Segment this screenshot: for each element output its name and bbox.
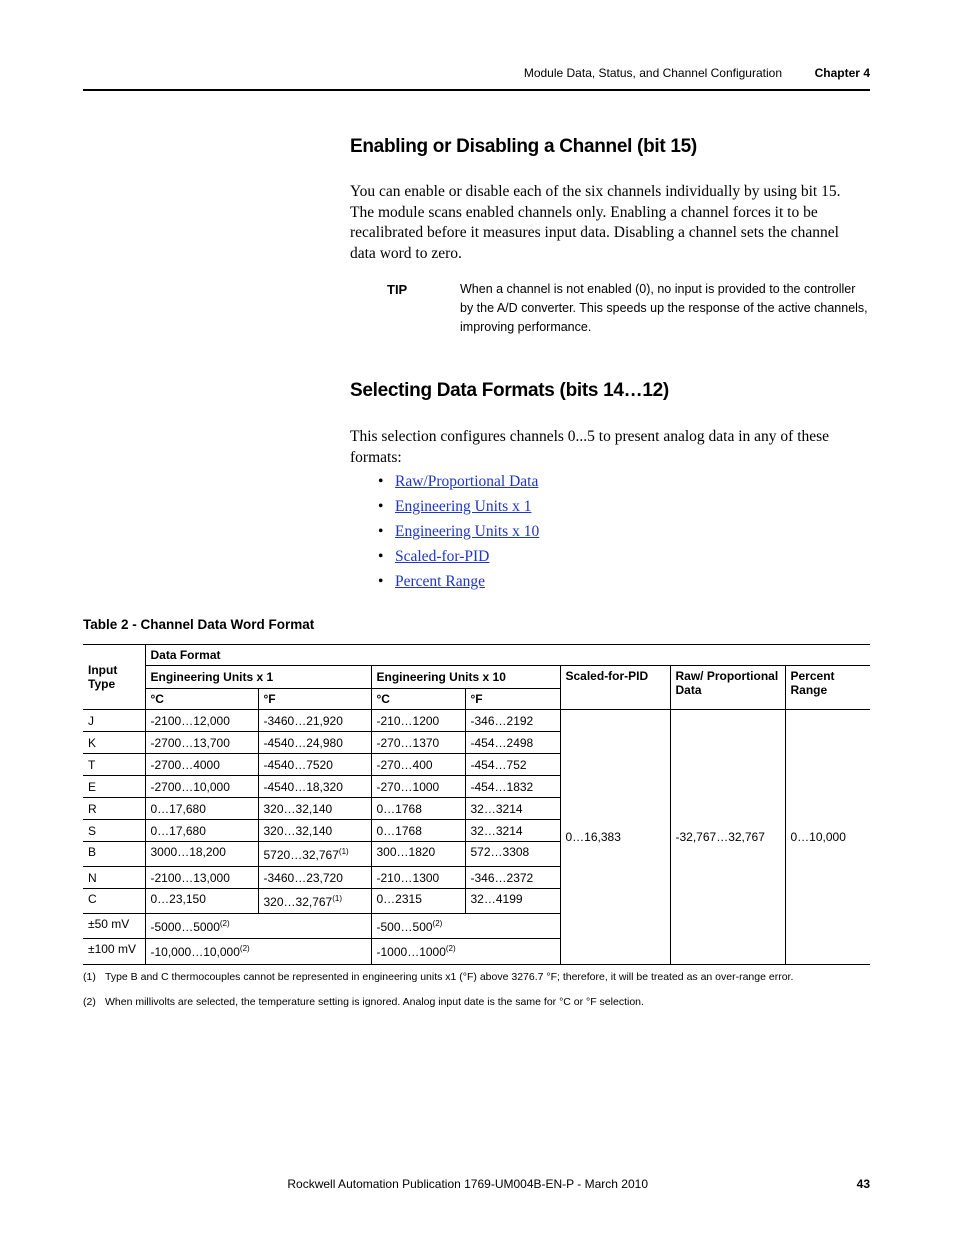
cell-eu1-f: 320…32,140: [258, 820, 371, 842]
cell-input-type: S: [83, 820, 145, 842]
header-input-type: Input Type: [83, 645, 145, 710]
cell-eu10-mv: [371, 939, 560, 965]
cell-eu1-f: -3460…21,920: [258, 710, 371, 732]
link-engineering-units-x1[interactable]: Engineering Units x 1: [395, 498, 532, 515]
cell-eu10-f: 32…3214: [465, 798, 560, 820]
page-number: 43: [856, 1177, 870, 1191]
cell-value: 5720…32,767: [263, 847, 339, 862]
cell-eu10-c: 0…1768: [371, 820, 465, 842]
cell-raw-proportional-range: -32,767…32,767: [670, 710, 785, 965]
cell-value: -10,000…10,000: [150, 945, 240, 959]
header-chapter: Chapter 4: [814, 66, 870, 80]
data-formats-paragraph: This selection configures channels 0...5 to present analog data in any of these formats:: [350, 428, 830, 466]
bullet-icon: •: [378, 523, 384, 540]
cell-eu1-c: -2700…13,700: [145, 732, 258, 754]
section-heading-data-formats: Selecting Data Formats (bits 14…12): [350, 380, 669, 401]
footnote-ref: (2): [432, 918, 443, 928]
cell-eu1-c: 0…17,680: [145, 820, 258, 842]
cell-eu10-c: -270…400: [371, 754, 465, 776]
footnote-text: Type B and C thermocouples cannot be represented in engineering units x1 (°F) above 3276.7 °F; therefore, it will be treated as an over-range error.: [105, 971, 794, 983]
footnote-ref: (2): [219, 918, 230, 928]
cell-input-type: B: [83, 842, 145, 867]
list-item: [378, 521, 539, 546]
list-item: [378, 471, 539, 496]
bullet-icon: •: [378, 573, 384, 590]
cell-percent-range: 0…10,000: [785, 710, 870, 965]
cell-eu10-f: 32…3214: [465, 820, 560, 842]
cell-eu10-c: -210…1300: [371, 867, 465, 889]
cell-eu1-f: -3460…23,720: [258, 867, 371, 889]
cell-eu10-f: -346…2192: [465, 710, 560, 732]
cell-input-type: N: [83, 867, 145, 889]
footnote-ref: (2): [445, 944, 456, 953]
cell-input-type: T: [83, 754, 145, 776]
header-scaled-for-pid: Scaled-for-PID: [560, 666, 670, 710]
cell-eu10-f: 572…3308: [465, 842, 560, 867]
header-data-format: Data Format: [145, 645, 870, 666]
header-rule: [83, 89, 870, 91]
cell-eu1-f: 320…32,140: [258, 798, 371, 820]
cell-eu1-c: -2100…13,000: [145, 867, 258, 889]
cell-eu1-c: -2700…10,000: [145, 776, 258, 798]
table-caption: Table 2 - Channel Data Word Format: [83, 617, 315, 632]
cell-value: -1000…1000: [376, 945, 446, 959]
page-footer: [83, 1177, 870, 1193]
link-percent-range[interactable]: Percent Range: [395, 573, 485, 590]
cell-eu10-c: 0…1768: [371, 798, 465, 820]
footnote-ref: (1): [338, 846, 349, 856]
cell-input-type: E: [83, 776, 145, 798]
header-eu1-f: °F: [258, 689, 371, 710]
cell-eu10-f: -346…2372: [465, 867, 560, 889]
cell-input-type: ±50 mV: [83, 914, 145, 939]
cell-input-type: ±100 mV: [83, 939, 145, 965]
cell-value: 320…32,767: [263, 894, 333, 909]
cell-eu1-mv: [145, 939, 371, 965]
cell-eu10-c: -210…1200: [371, 710, 465, 732]
running-header: [83, 66, 870, 82]
header-eu1-c: °C: [145, 689, 258, 710]
cell-eu10-c: 300…1820: [371, 842, 465, 867]
cell-eu10-f: -454…752: [465, 754, 560, 776]
cell-input-type: K: [83, 732, 145, 754]
cell-value: -500…500: [376, 919, 433, 934]
footnote-number: (2): [83, 996, 96, 1008]
cell-eu10-f: -454…2498: [465, 732, 560, 754]
cell-eu1-c: 3000…18,200: [145, 842, 258, 867]
cell-eu1-c: -2100…12,000: [145, 710, 258, 732]
cell-value: -5000…5000: [150, 919, 220, 934]
footnote-text: When millivolts are selected, the temperature setting is ignored. Analog input date is the same for °C or °F selection.: [105, 996, 644, 1008]
cell-input-type: R: [83, 798, 145, 820]
cell-eu1-f: -4540…24,980: [258, 732, 371, 754]
footnote-number: (1): [83, 971, 96, 983]
format-link-list: [378, 471, 539, 596]
header-raw-proportional: Raw/ Proportional Data: [670, 666, 785, 710]
cell-eu10-f: -454…1832: [465, 776, 560, 798]
footnote-ref: (2): [239, 944, 250, 953]
cell-eu10-f: 32…4199: [465, 889, 560, 914]
channel-data-word-table: [83, 644, 870, 965]
enable-channel-paragraph: You can enable or disable each of the six channels individually by using bit 15. The module scans enabled channels only. Enabling a channel forces it to be recalibrated before it measures input data. Disabling a channel sets the channel data word to zero.: [350, 183, 841, 262]
cell-eu10-mv: [371, 914, 560, 939]
cell-eu1-c: 0…23,150: [145, 889, 258, 914]
tip-text: When a channel is not enabled (0), no input is provided to the controller by the A/D converter. This speeds up the response of the active channels, improving performance.: [460, 282, 868, 334]
link-scaled-for-pid[interactable]: Scaled-for-PID: [395, 548, 490, 565]
cell-eu1-mv: [145, 914, 371, 939]
link-raw-proportional-data[interactable]: Raw/Proportional Data: [395, 473, 539, 490]
list-item: [378, 496, 539, 521]
cell-eu1-c: 0…17,680: [145, 798, 258, 820]
bullet-icon: •: [378, 473, 384, 490]
cell-eu10-c: 0…2315: [371, 889, 465, 914]
header-eu10-f: °F: [465, 689, 560, 710]
list-item: [378, 546, 539, 571]
header-eu1: Engineering Units x 1: [145, 666, 371, 689]
tip-label: TIP: [387, 282, 408, 297]
list-item: [378, 571, 539, 596]
header-eu10: Engineering Units x 10: [371, 666, 560, 689]
link-engineering-units-x10[interactable]: Engineering Units x 10: [395, 523, 540, 540]
cell-input-type: C: [83, 889, 145, 914]
header-section-title: Module Data, Status, and Channel Configuration: [523, 66, 782, 80]
cell-eu1-c: -2700…4000: [145, 754, 258, 776]
section-heading-enable-channel: Enabling or Disabling a Channel (bit 15): [350, 136, 697, 157]
cell-eu1-f: -4540…7520: [258, 754, 371, 776]
cell-eu10-c: -270…1370: [371, 732, 465, 754]
cell-eu1-f: -4540…18,320: [258, 776, 371, 798]
bullet-icon: •: [378, 548, 384, 565]
cell-scaled-for-pid-range: 0…16,383: [560, 710, 670, 965]
header-percent-range: Percent Range: [785, 666, 870, 710]
bullet-icon: •: [378, 498, 384, 515]
footnote-ref: (1): [332, 893, 343, 903]
cell-eu1-f: [258, 889, 371, 914]
header-eu10-c: °C: [371, 689, 465, 710]
cell-input-type: J: [83, 710, 145, 732]
footer-publication: Rockwell Automation Publication 1769-UM004B-EN-P - March 2010: [287, 1177, 648, 1191]
cell-eu10-c: -270…1000: [371, 776, 465, 798]
cell-eu1-f: [258, 842, 371, 867]
